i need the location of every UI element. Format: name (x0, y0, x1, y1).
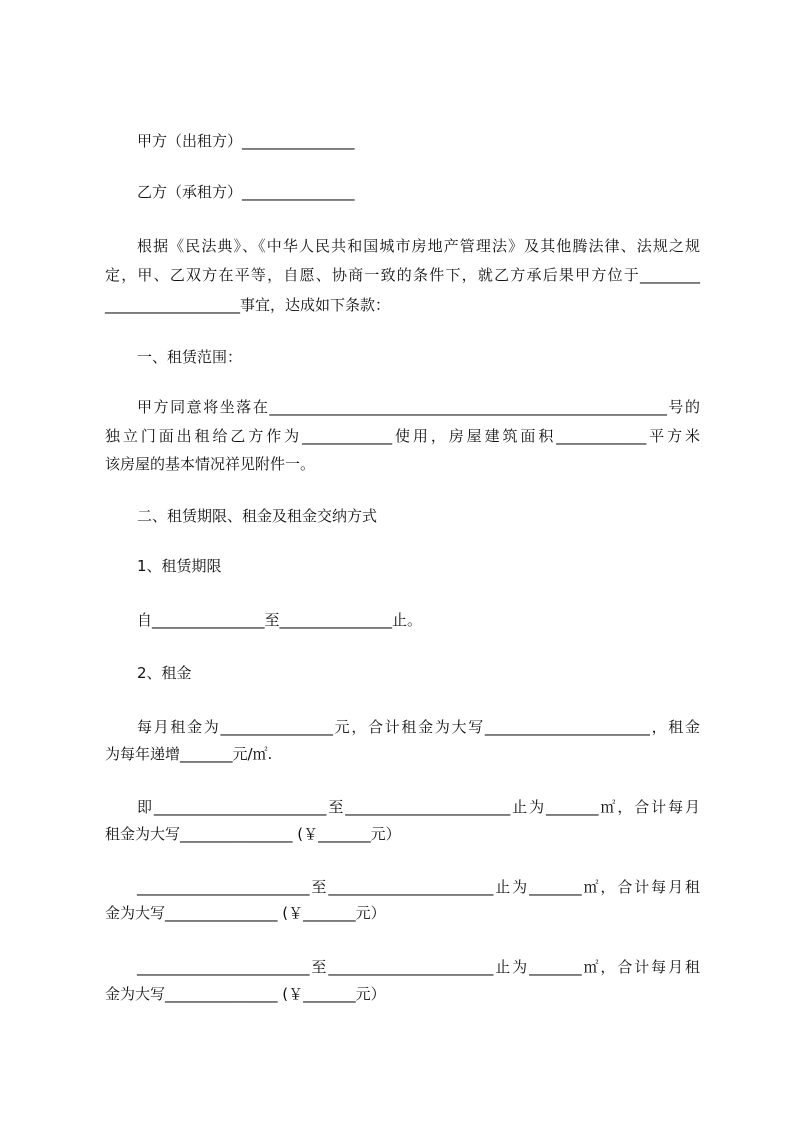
subsection-heading: 2、租金 (137, 664, 192, 682)
rent-period-line: 金为大写_______________ (￥_______元） (105, 985, 386, 1003)
rent-period-line: 租金为大写_______________ (￥_______元） (105, 825, 401, 843)
intro-paragraph-line: 根据《民法典》、《中华人民共和国城市房地产管理法》及其他腾法律、法规之规 (137, 237, 700, 255)
rent-line: 为每年递增_______元/㎡. (105, 745, 273, 763)
subsection-heading: 1、租赁期限 (137, 557, 222, 575)
lease-term-line: 自_______________至_______________止。 (137, 611, 423, 629)
section-heading: 一、租赁范围： (137, 348, 243, 366)
party-a-line: 甲方（出租方）_______________ (137, 132, 355, 150)
section-heading: 二、租赁期限、租金及租金交纳方式 (137, 507, 378, 525)
section1-line: 独立门面出租给乙方作为____________使用，房屋建筑面积____________平方米 (105, 427, 700, 445)
rent-period-line: _______________________至______________________止为_______㎡，合计每月租 (137, 958, 700, 976)
intro-paragraph-line: 定，甲、乙双方在平等，自愿、协商一致的条件下，就乙方承后果甲方位于________ (105, 266, 700, 284)
rent-line: 每月租金为_______________元，合计租金为大写______________________，租金 (137, 718, 700, 736)
party-b-line: 乙方（承租方）_______________ (137, 183, 355, 201)
rent-period-line: _______________________至______________________止为_______㎡，合计每月租 (137, 878, 700, 896)
intro-paragraph-line: __________________事宜，达成如下条款： (105, 296, 391, 314)
rent-period-line: 金为大写_______________ (￥_______元） (105, 904, 386, 922)
rent-period-line: 即_______________________至______________________止为_______㎡，合计每月 (137, 798, 700, 816)
section1-line: 甲方同意将坐落在_____________________________________________________号的 (137, 398, 700, 416)
section1-line: 该房屋的基本情况祥见附件一。 (105, 455, 316, 473)
